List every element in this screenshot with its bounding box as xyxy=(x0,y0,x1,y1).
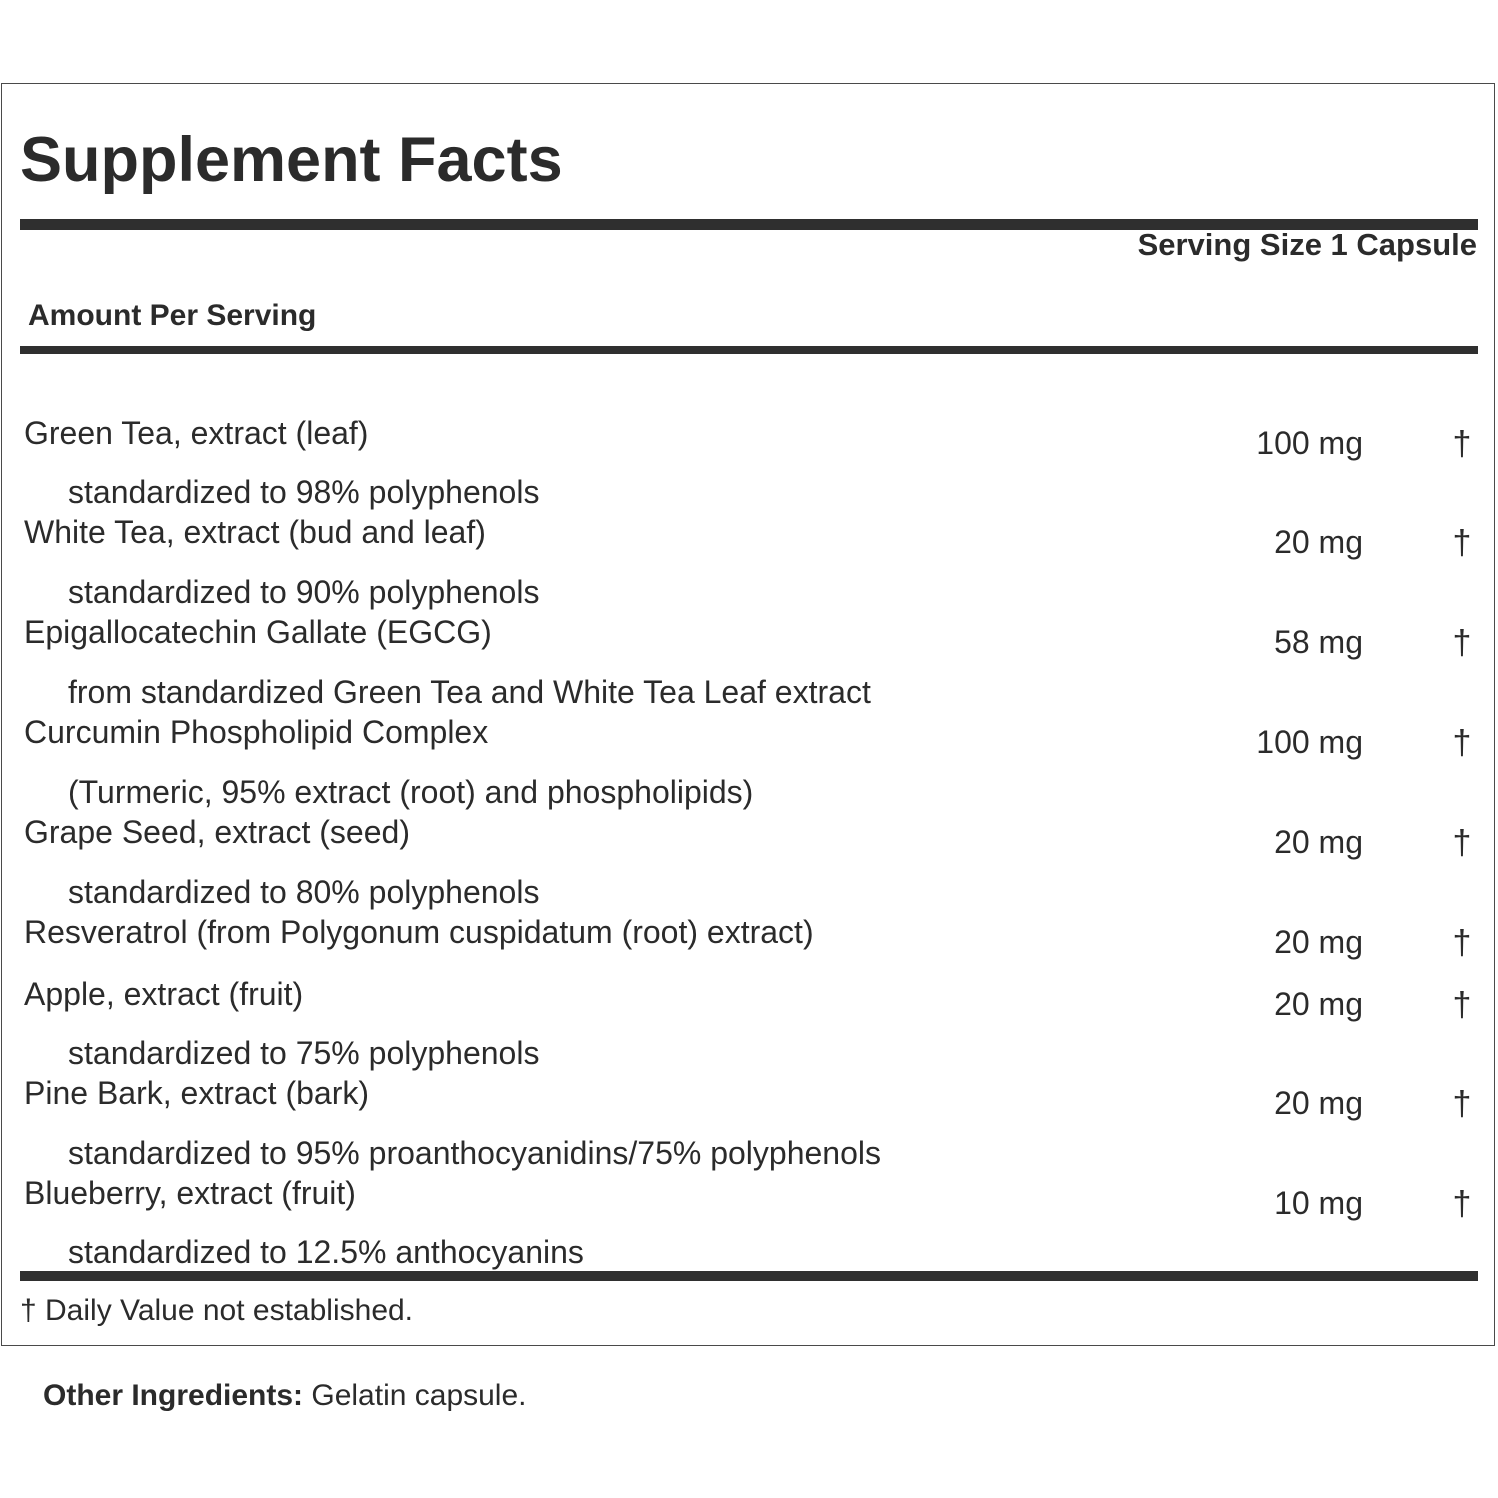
ingredient-name: Resveratrol (from Polygonum cuspidatum (root) extract) xyxy=(24,914,814,950)
ingredient-detail: standardized to 80% polyphenols xyxy=(68,874,540,910)
daily-value-dagger: † xyxy=(1452,986,1472,1024)
amount-per-serving-header: Amount Per Serving xyxy=(28,299,317,332)
ingredient-name: Apple, extract (fruit) xyxy=(24,976,304,1012)
ingredient-detail: standardized to 98% polyphenols xyxy=(68,474,540,510)
ingredient-detail: standardized to 95% proanthocyanidins/75% polyphenols xyxy=(68,1135,881,1171)
ingredient-amount: 20 mg xyxy=(1274,986,1363,1022)
daily-value-dagger: † xyxy=(1452,1085,1472,1123)
other-ingredients-label: Other Ingredients: xyxy=(43,1379,304,1412)
ingredient-amount: 20 mg xyxy=(1274,824,1363,860)
other-ingredients-value: Gelatin capsule. xyxy=(303,1379,527,1412)
ingredient-amount: 20 mg xyxy=(1274,524,1363,560)
daily-value-dagger: † xyxy=(1452,425,1472,463)
ingredient-name: Grape Seed, extract (seed) xyxy=(24,814,410,850)
ingredient-detail: standardized to 75% polyphenols xyxy=(68,1035,540,1071)
serving-size: Serving Size 1 Capsule xyxy=(1137,227,1477,262)
daily-value-dagger: † xyxy=(1452,724,1472,762)
daily-value-dagger: † xyxy=(1452,924,1472,962)
ingredient-name: Pine Bark, extract (bark) xyxy=(24,1075,369,1111)
ingredient-amount: 10 mg xyxy=(1274,1185,1363,1221)
ingredient-name: White Tea, extract (bud and leaf) xyxy=(24,514,486,550)
ingredient-detail: (Turmeric, 95% extract (root) and phospholipids) xyxy=(68,774,754,810)
daily-value-footnote: † Daily Value not established. xyxy=(20,1294,414,1327)
daily-value-dagger: † xyxy=(1452,524,1472,562)
ingredient-amount: 20 mg xyxy=(1274,1085,1363,1121)
daily-value-dagger: † xyxy=(1452,1185,1472,1223)
label-title: Supplement Facts xyxy=(20,125,563,195)
ingredient-amount: 100 mg xyxy=(1256,425,1363,461)
ingredient-detail: standardized to 12.5% anthocyanins xyxy=(68,1234,584,1270)
daily-value-dagger: † xyxy=(1452,624,1472,662)
ingredient-name: Epigallocatechin Gallate (EGCG) xyxy=(24,614,492,650)
ingredient-name: Curcumin Phospholipid Complex xyxy=(24,714,489,750)
daily-value-dagger: † xyxy=(1452,824,1472,862)
ingredient-detail: standardized to 90% polyphenols xyxy=(68,574,540,610)
ingredient-name: Green Tea, extract (leaf) xyxy=(24,415,369,451)
divider-header xyxy=(20,346,1478,354)
ingredient-amount: 20 mg xyxy=(1274,924,1363,960)
ingredient-amount: 100 mg xyxy=(1256,724,1363,760)
thick-divider-bottom xyxy=(20,1271,1478,1281)
ingredient-amount: 58 mg xyxy=(1274,624,1363,660)
other-ingredients xyxy=(43,1377,527,1415)
ingredient-name: Blueberry, extract (fruit) xyxy=(24,1175,356,1211)
ingredient-detail: from standardized Green Tea and White Tea Leaf extract xyxy=(68,674,871,710)
